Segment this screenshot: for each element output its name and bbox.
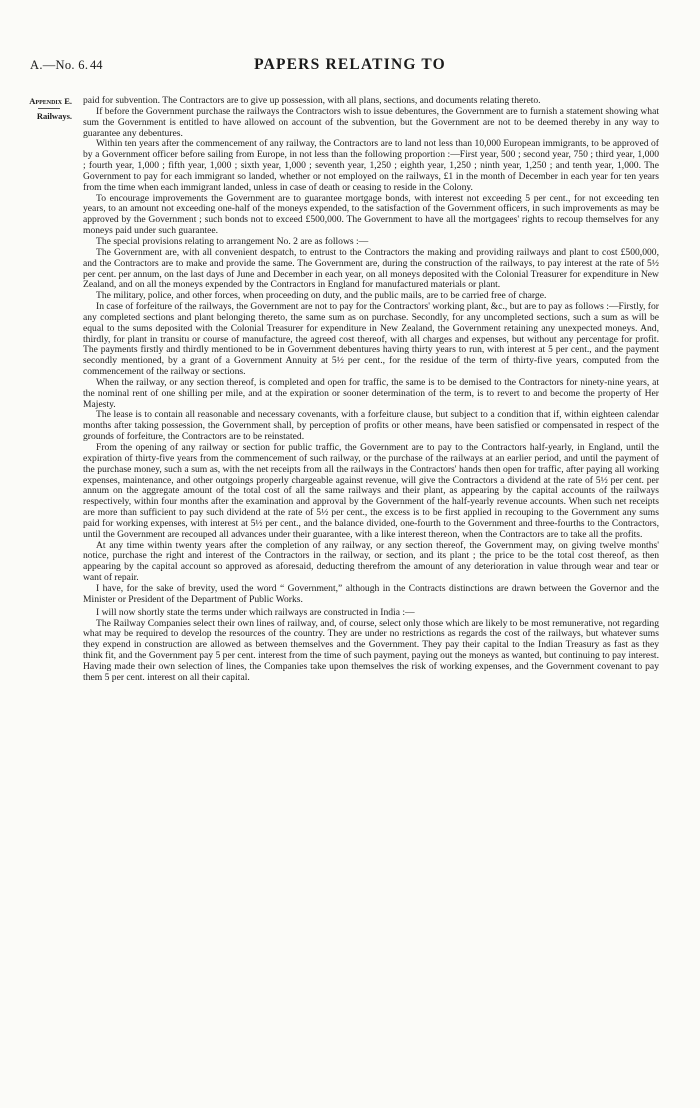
paragraph: The Government are, with all convenient despatch, to entrust to the Contractors the making and providing railways and plant to cost £500,000, and the Contractors are to make and provide the same. The Government are, during the construction of the railways, to pay interest at the rate of 5½ per cent. per annum, on the last days of June and December in each year, on all moneys deposited with the Colonial Treasurer for expenditure in New Zealand, and on all the moneys expended by the Contractors in England for manufactured materials or plant.	[83, 246, 659, 291]
paragraph: At any time within twenty years after the completion of any railway, or any section thereof, the Government may, on giving twelve months' notice, purchase the right and interest of the Contractors in the railway, or section, and its plant ; the price to be the total cost thereof, as then appearing by the capital account so approved as aforesaid, deducting therefrom the amount of any deterioration in value through wear and tear or want of repair.	[83, 539, 659, 584]
paragraph: If before the Government purchase the railways the Contractors wish to issue debentures, the Government are to furnish a statement showing what sum the Government is entitled to have allowed on account of the subvention, but the Government are not to be deemed thereby in any way to guarantee any debentures.	[83, 105, 659, 139]
paragraph: In case of forfeiture of the railways, the Government are not to pay for the Contractors' working plant, &c., but are to pay as follows :—Firstly, for any completed sections and plant belonging thereto, the same sum as on purchase. Secondly, for any uncompleted sections, such a sum as will be equal to the sums deposited with the Colonial Treasurer for expenditure in New Zealand, the Government retaining any unexpected moneys. And, thirdly, for plant in transitu or course of manufacture, the agreed cost thereof, with all charges and expenses, but without any percentage for profit. The payments firstly and thirdly mentioned to be in Government debentures having thirty years to run, with interest at 5 per cent., and the payment secondly mentioned, by a grant of a Government Annuity at 5½ per cent., for the residue of the term of thirty-five years, computed from the commencement of the railway or sections.	[83, 301, 659, 378]
paragraph: I have, for the sake of brevity, used the word “ Government,” although in the Contracts distinctions are drawn between the Governor and the Minister or President of the Department of Public Works.	[83, 582, 659, 605]
paragraph: I will now shortly state the terms under which railways are constructed in India :—	[96, 606, 415, 618]
paragraph: The lease is to contain all reasonable and necessary covenants, with a forfeiture clause, but subject to a condition that if, within eighteen calendar months after taking possession, the Government shall, by perception of profits or other means, have been satisfied or compensated in respect of the grounds of forfeiture, the Contractors are to be reinstated.	[83, 409, 659, 443]
margin-topic-label: Railways.	[36, 111, 72, 121]
margin-notes	[20, 96, 72, 121]
page-title: PAPERS RELATING TO	[254, 56, 446, 73]
body-text	[83, 96, 659, 684]
margin-appendix-label: Appendix E.	[29, 96, 72, 106]
document-reference: A.—No. 6.	[30, 58, 89, 72]
page-header	[0, 58, 700, 78]
paragraph: To encourage improvements the Government are to guarantee mortgage bonds, with interest not exceeding 5 per cent., for not exceeding ten years, to an amount not exceeding one-half of the moneys expended, to the satisfaction of the Government officers, in such improvements as may be approved by the Government ; such bonds not to exceed £500,000. The Government to have all the mortgagees' rights to recoup themselves for any moneys paid under such guarantee.	[83, 192, 659, 237]
paragraph: When the railway, or any section thereof, is completed and open for traffic, the same is to be demised to the Contractors for ninety-nine years, at the nominal rent of one shilling per mile, and at the expiration or sooner determination of the term, is to revert to and become the property of Her Majesty.	[83, 376, 659, 410]
paragraph: The Railway Companies select their own lines of railway, and, of course, select only those which are likely to be most remunerative, not regarding what may be required to develop the resources of the country. They are under no restrictions as regards the cost of the railways, but whatever sums they expend in construction are allowed as between themselves and the Government. They pay their capital to the Indian Treasury as fast as they think fit, and the Government pay 5 per cent. interest from the time of such payment, paying out the moneys as wanted, but continuing to pay interest. Having made their own selection of lines, the Companies take upon themselves the risk of working expenses, and the Government covenant to pay them 5 per cent. interest on all their capital.	[83, 617, 659, 683]
paragraph: The special provisions relating to arrangement No. 2 are as follows :—	[96, 235, 369, 247]
paragraph: The military, police, and other forces, when proceeding on duty, and the public mails, are to be carried free of charge.	[96, 290, 547, 302]
page-number: 44	[90, 58, 103, 72]
margin-rule	[38, 108, 60, 109]
paragraph: Within ten years after the commencement of any railway, the Contractors are to land not less than 10,000 European immigrants, to be approved of by a Government officer before sailing from Europe, in not less than the following proportion :—First year, 500 ; second year, 750 ; third year, 1,000 ; fourth year, 1,000 ; fifth year, 1,000 ; sixth year, 1,000 ; seventh year, 1,250 ; eighth year, 1,250 ; ninth year, 1,250 ; and tenth year, 1,000. The Government to pay for each immigrant so landed, whether or not employed on the railways, £1 in the month of December in each year for ten years from the time when each immigrant landed, unless in case of death or ceasing to reside in the Colony.	[83, 138, 659, 193]
paragraph: From the opening of any railway or section for public traffic, the Government are to pay to the Contractors half-yearly, in England, until the expiration of thirty-five years from the commencement of such railway, or the purchase of the railways at an earlier period, and until the payment of the purchase money, such a sum as, with the net receipts from all the railways in the Contractors' hands then open for traffic, after paying all working expenses, maintenance, and other outgoings properly chargeable against revenue, will give the Contractors a dividend at the rate of 5½ per cent. per annum on the aggregate amount of the total cost of all the same railways and their plant, as appearing by the capital accounts of the railways respectively, within four months after the examination and approval by the Government of the half-yearly revenue accounts. When such net receipts are more than sufficient to pay such dividend at the rate of 5½ per cent., the excess is to be first applied in recouping to the Government any sums paid for working expenses, with interest at 5½ per cent., and the balance divided, one-fourth to the Government and three-fourths to the Contractors, until the Government are recouped all advances under their guarantee, with a like interest thereon, when the Contractors are to take all the profits.	[83, 442, 659, 540]
paragraph: paid for subvention. The Contractors are to give up possession, with all plans, sections, and documents relating thereto.	[83, 95, 541, 106]
